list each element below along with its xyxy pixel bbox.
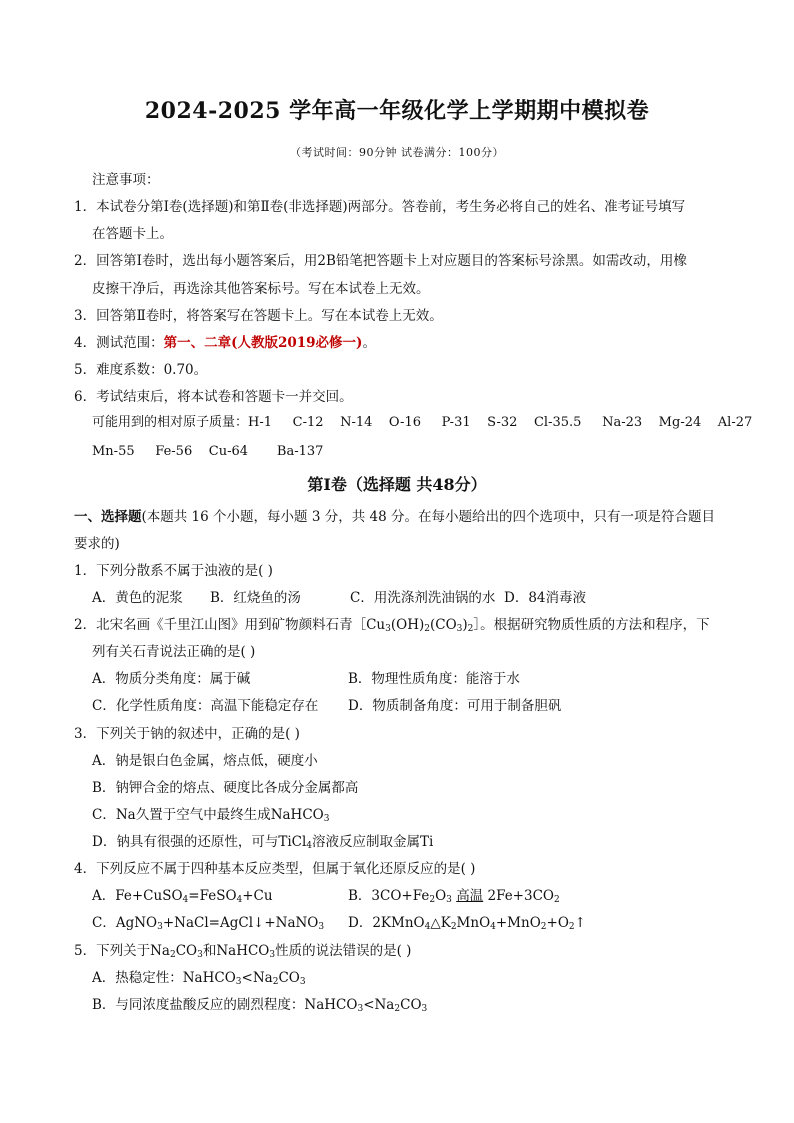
question-5-option-b: B．与同浓度盐酸反应的剧烈程度：$NaHCO_3<Na_2CO_3$ <box>92 997 428 1014</box>
page-title: 2024-2025 学年高一年级化学上学期期中模拟卷 <box>144 98 650 124</box>
question-3-stem: 3．下列关于钠的叙述中，正确的是( ) <box>74 726 300 742</box>
question-2-stem-end: ］。根据研究物质性质的方法和程序，下 <box>473 617 710 633</box>
note-5: 5．难度系数：0.70。 <box>74 362 208 378</box>
high-temp-condition: 高温 <box>456 888 484 904</box>
question-3-option-d: D．钠具有很强的还原性，可与TiCl$_4$溶液反应制取金属Ti <box>92 834 434 851</box>
question-2-option-c: C．化学性质角度：高温下能稳定存在 <box>92 698 319 714</box>
atomic-masses-line-1: 可能用到的相对原子质量：H-1 C-12 N-14 O-16 P-31 S-32 Cl-35.5 Na-23 Mg-24 Al-27 <box>92 415 753 430</box>
question-4-option-b: B．$3CO+Fe_2O_3$ 高温 $2Fe+3CO_2$ <box>348 888 560 905</box>
question-3-option-d-start: D．钠具有很强的还原性，可与TiCl <box>92 834 307 850</box>
question-2-stem-start: 2．北宋名画《千里江山图》用到矿物颜料石青［Cu <box>74 617 386 633</box>
question-2-option-a: A．物质分类角度：属于碱 <box>92 671 251 687</box>
question-5-stem-start: 5．下列关于Na <box>74 943 170 959</box>
atomic-masses-line-2: Mn-55 Fe-56 Cu-64 Ba-137 <box>92 444 324 459</box>
question-1-stem: 1．下列分散系不属于浊液的是( ) <box>74 563 273 579</box>
question-4-stem: 4．下列反应不属于四种基本反应类型，但属于氧化还原反应的是( ) <box>74 861 476 877</box>
question-5-stem-end: 性质的说法错误的是( ) <box>275 943 412 959</box>
question-5-option-b-text: B．与同浓度盐酸反应的剧烈程度：NaHCO <box>92 997 358 1013</box>
question-1-option-d: D．84消毒液 <box>504 590 587 606</box>
question-5-option-a-text: A．热稳定性：NaHCO <box>92 970 236 986</box>
question-3-option-b: B．钠钾合金的熔点、硬度比各成分金属都高 <box>92 780 359 796</box>
test-range: 第一、二章(人教版2019必修一) <box>163 335 363 351</box>
question-1-option-c: C．用洗涤剂洗油锅的水 <box>350 590 496 606</box>
question-1-option-b: B．红烧鱼的汤 <box>210 590 301 606</box>
section-1-instructions: (本题共 16 个小题，每小题 3 分，共 48 分。在每小题给出的四个选项中，只有一项是符合题目 <box>141 509 715 525</box>
exam-info: （考试时间：90分钟 试卷满分：100分） <box>290 146 504 159</box>
heat-condition: △ <box>430 915 441 931</box>
note-1-line-2: 在答题卡上。 <box>92 226 173 242</box>
question-5-option-a: A．热稳定性：$NaHCO_3<Na_2CO_3$ <box>92 970 306 987</box>
note-6: 6．考试结束后，将本试卷和答题卡一并交回。 <box>74 389 353 405</box>
note-2-line-2: 皮擦干净后，再选涂其他答案标号。写在本试卷上无效。 <box>92 281 430 297</box>
note-4-end: 。 <box>362 335 376 351</box>
question-4-option-d: D．$2KMnO_4\triangle K_2MnO_4+MnO_2+O_2↑$ <box>348 915 586 932</box>
question-4-option-a: A．Fe+CuSO$_4$=FeSO$_4$+Cu <box>92 888 273 905</box>
note-3: 3．回答第Ⅱ卷时，将答案写在答题卡上。写在本试卷上无效。 <box>74 308 443 324</box>
question-2-stem-line-2: 列有关石青说法正确的是( ) <box>92 644 256 660</box>
question-4-option-c: C．AgNO$_3$+NaCl=AgCl↓+NaNO$_3$ <box>92 915 325 932</box>
note-1-line-1: 1．本试卷分第Ⅰ卷(选择题)和第Ⅱ卷(非选择题)两部分。答卷前，考生务必将自己的姓名、准考证号填写 <box>74 199 686 215</box>
question-3-option-c-text: C．Na久置于空气中最终生成NaHCO <box>92 807 324 823</box>
note-2-line-1: 2．回答第Ⅰ卷时，选出每小题答案后，用2B铅笔把答题卡上对应题目的答案标号涂黑。如需改动，用橡 <box>74 253 687 269</box>
section-1-heading: 第Ⅰ卷（选择题 共48分） <box>307 475 487 494</box>
question-2-option-b: B．物理性质角度：能溶于水 <box>348 671 520 687</box>
question-5-stem-mid: 和NaHCO <box>202 943 270 959</box>
question-1-option-a: A．黄色的泥浆 <box>92 590 183 606</box>
question-5-stem: 5．下列关于$Na_2CO_3$和NaHCO$_3$性质的说法错误的是( ) <box>74 943 412 960</box>
note-4 <box>74 335 376 351</box>
section-1-intro-line-1 <box>74 509 715 525</box>
notes-heading: 注意事项： <box>92 172 160 188</box>
question-3-option-c: C．Na久置于空气中最终生成NaHCO$_3$ <box>92 807 330 824</box>
question-3-option-d-end: 溶液反应制取金属Ti <box>312 834 434 850</box>
section-1-intro-line-2: 要求的) <box>74 536 120 552</box>
question-3-option-a: A．钠是银白色金属，熔点低，硬度小 <box>92 753 318 769</box>
question-2-stem-line-1: 2．北宋名画《千里江山图》用到矿物颜料石青$[Cu_3(OH)_2(CO_3)_2]$。根据研究物质性质的方法和程序，下 <box>74 617 710 634</box>
section-1-label: 一、选择题 <box>74 509 142 525</box>
note-4-label: 4．测试范围： <box>74 335 164 351</box>
question-2-option-d: D．物质制备角度：可用于制备胆矾 <box>348 698 562 714</box>
